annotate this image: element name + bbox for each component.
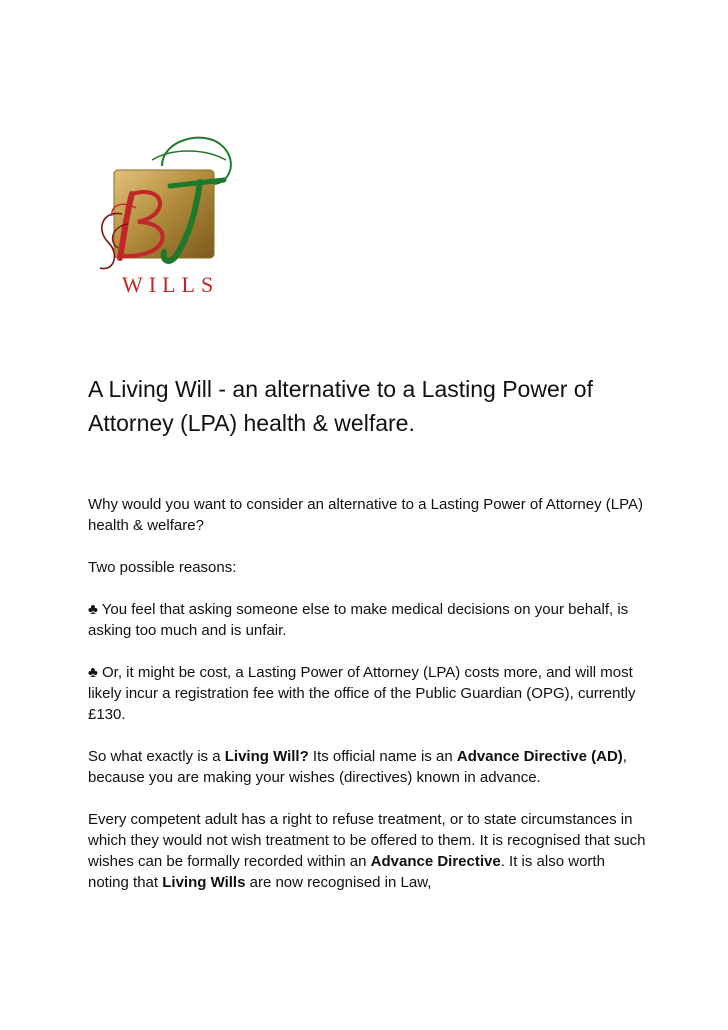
document-title: A Living Will - an alternative to a Lasting Power of Attorney (LPA) health & welfare.: [88, 376, 593, 436]
paragraph-reason-2: ♣ Or, it might be cost, a Lasting Power of Attorney (LPA) costs more, and will most likely incur a registration fee with the office of the Public Guardian (OPG), currently £130.: [88, 664, 636, 723]
paragraph-competent-adult: [88, 809, 648, 893]
bt-wills-logo: [92, 130, 248, 300]
paragraph-why: Why would you want to consider an alternative to a Lasting Power of Attorney (LPA) health & welfare?: [88, 496, 644, 534]
paragraph-reason-1: ♣ You feel that asking someone else to make medical decisions on your behalf, is asking too much and is unfair.: [88, 601, 629, 639]
bold-run: Advance Directive: [370, 853, 501, 870]
paragraph-what-is-living-will: [88, 746, 648, 788]
bold-run: Advance Directive (AD): [456, 748, 623, 765]
paragraph-two-reasons: Two possible reasons:: [88, 559, 237, 576]
bold-run: Living Wills: [162, 874, 246, 891]
logo-wordmark: WILLS: [122, 272, 220, 297]
text-run: are now recognised in Law,: [245, 874, 432, 891]
text-run: Every competent adult has a right to refuse treatment, or to state circumstances in which they would not wish treatment to be offered to them. It is recognised that such wishes can be formally recorded within an: [88, 811, 646, 870]
text-run: , because you are making your wishes (directives) known in advance.: [88, 748, 627, 786]
bold-run: Living Will?: [224, 748, 309, 765]
text-run: Its official name is an: [308, 748, 457, 765]
text-run: . It is also worth noting that: [88, 853, 605, 891]
text-run: So what exactly is a: [88, 748, 225, 765]
document-body: [88, 372, 648, 893]
